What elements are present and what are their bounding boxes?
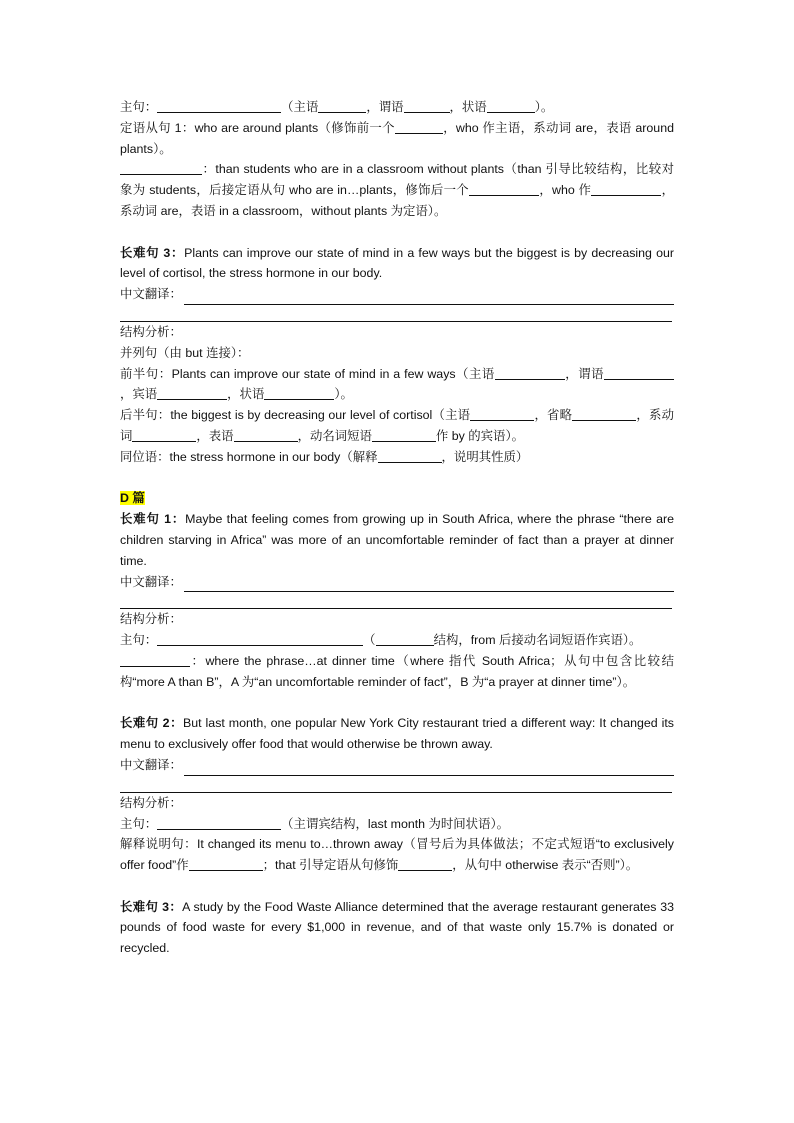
answer-blank[interactable] bbox=[591, 181, 661, 196]
translation-blank[interactable] bbox=[184, 290, 674, 305]
main-label: 主句： bbox=[120, 100, 158, 114]
adverbial-label: ，状语 bbox=[449, 100, 487, 114]
sentence-label: 长难句 3： bbox=[120, 245, 185, 260]
sentence-text: But last month, one popular New York City restaurant tried a different way: It changed its menu to exclusively offer food that would otherwise be thrown away. bbox=[120, 716, 678, 752]
answer-blank[interactable] bbox=[404, 98, 450, 113]
answer-blank[interactable] bbox=[470, 406, 534, 421]
translation-row bbox=[120, 284, 674, 305]
answer-blank[interactable] bbox=[495, 365, 565, 380]
translation-blank-line[interactable] bbox=[120, 305, 672, 322]
first-half-analysis: 前半句：Plants can improve our state of mind in a few ways（主语 ，谓语，宾语 ，状语 ）。 bbox=[120, 364, 674, 406]
sentence-text: Plants can improve our state of mind in a few ways but the biggest is by decreasing our level of cortisol, the stress hormone in our body. bbox=[120, 245, 678, 281]
answer-blank[interactable] bbox=[189, 856, 263, 871]
translation-blank[interactable] bbox=[184, 577, 674, 592]
answer-blank[interactable] bbox=[372, 427, 436, 442]
analysis-heading: 结构分析： bbox=[120, 612, 182, 627]
answer-blank[interactable] bbox=[157, 98, 281, 113]
d2-main-clause: 主句： （主谓宾结构，last month 为时间状语）。 bbox=[120, 816, 510, 831]
sentence-label: 长难句 2： bbox=[120, 716, 183, 731]
sentence-3-block bbox=[120, 243, 678, 285]
analysis-heading: 结构分析： bbox=[120, 795, 182, 810]
coordinate-note: 并列句（由 but 连接）： bbox=[120, 345, 250, 360]
answer-blank[interactable] bbox=[234, 427, 298, 442]
translation-blank[interactable] bbox=[184, 761, 674, 776]
answer-blank[interactable] bbox=[120, 652, 190, 667]
answer-blank[interactable] bbox=[572, 406, 636, 421]
answer-blank[interactable] bbox=[157, 385, 227, 400]
analysis-heading: 结构分析： bbox=[120, 324, 182, 339]
subject-label: （主语 bbox=[281, 100, 319, 114]
s1-main-clause: 主句： （主语 ，谓语 ，状语 ）。 bbox=[120, 100, 554, 114]
answer-blank[interactable] bbox=[264, 385, 334, 400]
answer-blank[interactable] bbox=[157, 631, 363, 646]
part-d-heading bbox=[120, 488, 674, 509]
section-label: D 篇 bbox=[120, 491, 145, 506]
answer-blank[interactable] bbox=[120, 160, 202, 175]
d1-where-clause: ：where the phrase…at dinner time（where 指代 South Africa；从句中包含比较结构“more A than B”，A 为“an uncomfortable reminder of fact”，B 为“a prayer at dinner time”）。 bbox=[120, 653, 674, 689]
second-half-analysis: 后半句：the biggest is by decreasing our level of cortisol（主语 ，省略 ，系动词 ，表语 ，动名词短语 作 by 的宾语）。 bbox=[120, 408, 675, 443]
translation-row bbox=[120, 572, 674, 593]
worksheet-page bbox=[120, 97, 678, 959]
appositive-analysis: 同位语：the stress hormone in our body（解释 ，说明其性质） bbox=[120, 449, 529, 464]
answer-blank[interactable] bbox=[604, 365, 674, 380]
sentence-label: 长难句 1： bbox=[120, 512, 186, 527]
s1-relative-clause: 定语从句 1：who are around plants（修饰前一个 ，who 作主语，系动词 are，表语 around plants）。 bbox=[120, 120, 678, 156]
d1-main-clause: 主句： （ 结构，from 后接动名词短语作宾语）。 bbox=[120, 633, 642, 648]
translation-blank-line[interactable] bbox=[120, 776, 672, 793]
answer-blank[interactable] bbox=[395, 119, 443, 134]
answer-blank[interactable] bbox=[469, 181, 539, 196]
answer-blank[interactable] bbox=[318, 98, 366, 113]
s1-than-clause: ：than students who are in a classroom without plants（than 引导比较结构，比较对象为 students，后接定语从句 who are in…plants，修饰后一个 ，who 作 ，系动词 are，表语 in a classroom，without plants 为定语）。 bbox=[120, 162, 674, 218]
translation-label: 中文翻译： bbox=[120, 574, 182, 589]
d-sentence-2-block bbox=[120, 713, 678, 755]
translation-label: 中文翻译： bbox=[120, 287, 182, 302]
d-sentence-1-block bbox=[120, 509, 678, 571]
sentence-text: A study by the Food Waste Alliance determined that the average restaurant generates 33 pounds of food waste for every $1,000 in revenue, and of that waste only 15.7% is donated or recycled. bbox=[120, 899, 678, 956]
answer-blank[interactable] bbox=[376, 631, 434, 646]
translation-blank-line[interactable] bbox=[120, 592, 672, 609]
answer-blank[interactable] bbox=[398, 856, 452, 871]
predicate-label: ，谓语 bbox=[366, 100, 404, 114]
answer-blank[interactable] bbox=[157, 815, 281, 830]
d-sentence-3-block bbox=[120, 897, 678, 959]
answer-blank[interactable] bbox=[378, 448, 442, 463]
sentence-text: Maybe that feeling comes from growing up in South Africa, where the phrase “there are children starving in Africa” was more of an uncomfortable reminder of fact than a prayer at dinner time. bbox=[120, 512, 678, 568]
answer-blank[interactable] bbox=[132, 427, 196, 442]
sentence-label: 长难句 3： bbox=[120, 899, 183, 914]
translation-label: 中文翻译： bbox=[120, 757, 182, 772]
translation-row bbox=[120, 755, 674, 776]
d2-explanation: 解释说明句：It changed its menu to…thrown away（冒号后为具体做法；不定式短语“to exclusively offer food”作 ；that 引导定语从句修饰 ，从句中 otherwise 表示“否则”）。 bbox=[120, 837, 678, 873]
answer-blank[interactable] bbox=[487, 98, 535, 113]
